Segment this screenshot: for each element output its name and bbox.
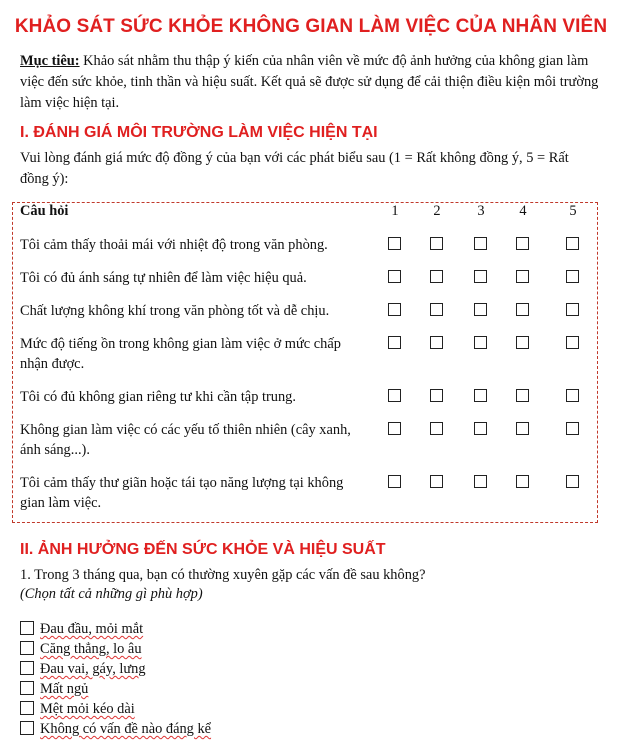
rating-checkbox-q1-2[interactable]: [430, 237, 443, 250]
option-label-4: Mất ngủ: [40, 681, 89, 697]
rating-checkbox-q5-5[interactable]: [566, 389, 579, 402]
option-item[interactable]: [20, 641, 142, 658]
rating-checkbox-q5-3[interactable]: [474, 389, 487, 402]
scale-label-1: 1: [391, 203, 399, 219]
rating-checkbox-q3-5[interactable]: [566, 303, 579, 316]
question-5: Tôi có đủ không gian riêng tư khi cần tập trung.: [20, 389, 296, 405]
section2-note: (Chọn tất cả những gì phù hợp): [20, 586, 203, 602]
intro-text: Khảo sát nhằm thu thập ý kiến của nhân viên về mức độ ảnh hưởng của không gian làm việc đến sức khỏe, tinh thần và hiệu suất. Kết quả sẽ được sử dụng để cải thiện điều kiện môi trường làm việc hiện tại.: [20, 53, 599, 111]
question-2: Tôi có đủ ánh sáng tự nhiên để làm việc hiệu quả.: [20, 270, 307, 286]
rating-checkbox-q2-5[interactable]: [566, 270, 579, 283]
rating-checkbox-q2-1[interactable]: [388, 270, 401, 283]
rating-checkbox-q7-3[interactable]: [474, 475, 487, 488]
section1-heading: I. ĐÁNH GIÁ MÔI TRƯỜNG LÀM VIỆC HIỆN TẠI: [20, 124, 378, 141]
rating-checkbox-q3-1[interactable]: [388, 303, 401, 316]
rating-checkbox-q5-1[interactable]: [388, 389, 401, 402]
section1-instruction: Vui lòng đánh giá mức độ đồng ý của bạn với các phát biểu sau (1 = Rất không đồng ý, 5 = Rất đồng ý):: [20, 150, 569, 187]
section2-heading: II. ẢNH HƯỞNG ĐẾN SỨC KHỎE VÀ HIỆU SUẤT: [20, 541, 386, 558]
rating-checkbox-q6-3[interactable]: [474, 422, 487, 435]
option-checkbox-3[interactable]: [20, 661, 34, 675]
rating-checkbox-q2-3[interactable]: [474, 270, 487, 283]
rating-checkbox-q2-2[interactable]: [430, 270, 443, 283]
rating-checkbox-q3-3[interactable]: [474, 303, 487, 316]
rating-checkbox-q1-5[interactable]: [566, 237, 579, 250]
option-label-5: Mệt mỏi kéo dài: [40, 701, 135, 717]
rating-checkbox-q4-1[interactable]: [388, 336, 401, 349]
rating-checkbox-q6-1[interactable]: [388, 422, 401, 435]
option-checkbox-1[interactable]: [20, 621, 34, 635]
scale-label-2: 2: [433, 203, 441, 219]
option-item[interactable]: [20, 661, 146, 678]
option-label-3: Đau vai, gáy, lưng: [40, 661, 146, 677]
rating-checkbox-q2-4[interactable]: [516, 270, 529, 283]
rating-checkbox-q6-2[interactable]: [430, 422, 443, 435]
question-3: Chất lượng không khí trong văn phòng tốt và dễ chịu.: [20, 303, 330, 319]
column-header-question: Câu hỏi: [20, 203, 69, 219]
option-checkbox-4[interactable]: [20, 681, 34, 695]
option-label-2: Căng thẳng, lo âu: [40, 641, 142, 657]
option-label-6: Không có vấn đề nào đáng kể: [40, 721, 212, 737]
rating-checkbox-q3-2[interactable]: [430, 303, 443, 316]
rating-checkbox-q5-4[interactable]: [516, 389, 529, 402]
rating-checkbox-q5-2[interactable]: [430, 389, 443, 402]
rating-checkbox-q1-1[interactable]: [388, 237, 401, 250]
question-7: Tôi cảm thấy thư giãn hoặc tái tạo năng lượng tại không gian làm việc.: [20, 475, 344, 511]
rating-checkbox-q7-4[interactable]: [516, 475, 529, 488]
intro-paragraph: [20, 51, 610, 114]
question-4: Mức độ tiếng ồn trong không gian làm việc ở mức chấp nhận được.: [20, 336, 341, 372]
rating-checkbox-q4-3[interactable]: [474, 336, 487, 349]
rating-checkbox-q1-3[interactable]: [474, 237, 487, 250]
rating-checkbox-q4-5[interactable]: [566, 336, 579, 349]
rating-checkbox-q6-5[interactable]: [566, 422, 579, 435]
rating-checkbox-q4-4[interactable]: [516, 336, 529, 349]
intro-label: Mục tiêu:: [20, 53, 80, 69]
rating-checkbox-q7-2[interactable]: [430, 475, 443, 488]
rating-checkbox-q6-4[interactable]: [516, 422, 529, 435]
rating-checkbox-q7-1[interactable]: [388, 475, 401, 488]
option-checkbox-6[interactable]: [20, 721, 34, 735]
page-title: KHẢO SÁT SỨC KHỎE KHÔNG GIAN LÀM VIỆC CỦA NHÂN VIÊN: [14, 16, 608, 37]
rating-checkbox-q1-4[interactable]: [516, 237, 529, 250]
option-checkbox-5[interactable]: [20, 701, 34, 715]
scale-label-3: 3: [477, 203, 485, 219]
scale-label-5: 5: [569, 203, 577, 219]
option-label-1: Đau đầu, mỏi mắt: [40, 621, 144, 637]
question-1: Tôi cảm thấy thoải mái với nhiệt độ trong văn phòng.: [20, 237, 328, 253]
section2-question: 1. Trong 3 tháng qua, bạn có thường xuyên gặp các vấn đề sau không?: [20, 567, 426, 583]
rating-checkbox-q4-2[interactable]: [430, 336, 443, 349]
option-item[interactable]: [20, 621, 143, 638]
rating-checkbox-q7-5[interactable]: [566, 475, 579, 488]
option-item[interactable]: [20, 681, 88, 698]
scale-label-4: 4: [519, 203, 527, 219]
option-checkbox-2[interactable]: [20, 641, 34, 655]
option-item[interactable]: [20, 721, 211, 738]
rating-checkbox-q3-4[interactable]: [516, 303, 529, 316]
question-6: Không gian làm việc có các yếu tố thiên nhiên (cây xanh, ánh sáng...).: [20, 422, 351, 458]
option-item[interactable]: [20, 701, 135, 718]
